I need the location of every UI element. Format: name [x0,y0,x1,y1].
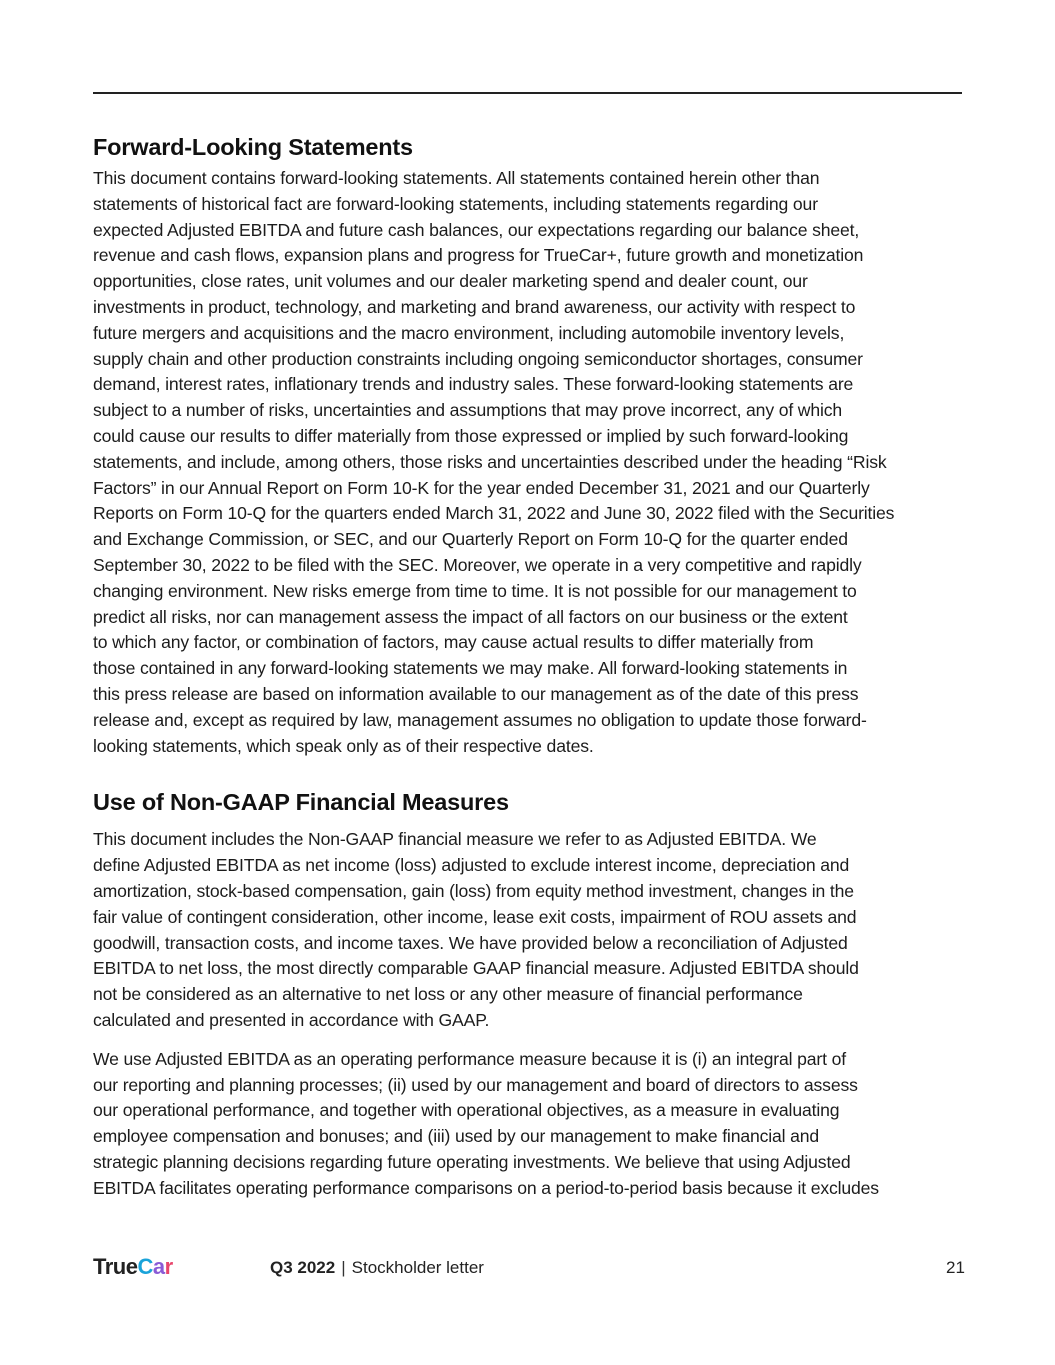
text-line: calculated and presented in accordance with GAAP. [93,1009,490,1030]
logo-letter-c: C [137,1254,153,1279]
text-line: define Adjusted EBITDA as net income (loss) adjusted to exclude interest income, depreciation and [93,855,850,876]
separator: | [341,1258,346,1277]
document-name: Stockholder letter [351,1258,484,1277]
text-line: strategic planning decisions regarding future operating investments. We believe that using Adjusted [93,1151,851,1172]
paragraph-forward-looking [93,166,973,759]
text-line: to which any factor, or combination of factors, may cause actual results to differ materially from [93,632,814,653]
text-line: EBITDA to net loss, the most directly comparable GAAP financial measure. Adjusted EBITDA should [93,958,859,979]
text-line: this press release are based on information available to our management as of the date of this press [93,683,859,704]
text-line: goodwill, transaction costs, and income taxes. We have provided below a reconciliation of Adjusted [93,932,848,953]
text-line: This document includes the Non-GAAP financial measure we refer to as Adjusted EBITDA. We [93,829,817,850]
text-line: We use Adjusted EBITDA as an operating performance measure because it is (i) an integral part of [93,1048,846,1069]
logo-text-true: True [93,1254,138,1279]
text-line: release and, except as required by law, management assumes no obligation to update those forward- [93,709,867,730]
text-line: statements of historical fact are forward-looking statements, including statements regarding our [93,193,818,214]
text-line: employee compensation and bonuses; and (iii) used by our management to make financial and [93,1126,820,1147]
page-footer [0,1252,1055,1286]
text-line: future mergers and acquisitions and the macro environment, including automobile inventory levels, [93,322,845,343]
text-line: expected Adjusted EBITDA and future cash balances, our expectations regarding our balance sheet, [93,219,860,240]
quarter-label: Q3 2022 [270,1258,336,1277]
text-line: demand, interest rates, inflationary trends and industry sales. These forward-looking statements are [93,374,854,395]
text-line: subject to a number of risks, uncertainties and assumptions that may prove incorrect, any of which [93,400,843,421]
page-number: 21 [946,1258,965,1277]
text-line: statements, and include, among others, those risks and uncertainties described under the heading “Risk [93,451,887,472]
document-label [270,1258,484,1278]
text-line: predict all risks, nor can management assess the impact of all factors on our business or the extent [93,606,848,627]
text-line: our reporting and planning processes; (ii) used by our management and board of directors to assess [93,1074,858,1095]
section-heading-non-gaap: Use of Non-GAAP Financial Measures [93,789,509,816]
logo-letter-a: a [152,1254,165,1279]
text-line: opportunities, close rates, unit volumes and our dealer marketing spend and dealer count, our [93,271,808,292]
text-line: and Exchange Commission, or SEC, and our Quarterly Report on Form 10-Q for the quarter ended [93,529,848,550]
text-line: supply chain and other production constraints including ongoing semiconductor shortages, consumer [93,348,863,369]
text-line: could cause our results to differ materially from those expressed or implied by such forward-looking [93,425,849,446]
section-heading-forward-looking: Forward-Looking Statements [93,134,413,160]
text-line: September 30, 2022 to be filed with the SEC. Moreover, we operate in a very competitive and rapidly [93,554,862,575]
text-line: amortization, stock-based compensation, gain (loss) from equity method investment, changes in the [93,880,854,901]
text-line: investments in product, technology, and marketing and brand awareness, our activity with respect to [93,296,856,317]
paragraph-non-gaap-definition [93,827,973,1033]
text-line: EBITDA facilitates operating performance comparisons on a period-to-period basis because it excludes [93,1177,879,1198]
document-body [93,126,973,1201]
text-line: Factors” in our Annual Report on Form 10-K for the year ended December 31, 2021 and our Quarterly [93,477,870,498]
text-line: changing environment. New risks emerge from time to time. It is not possible for our management to [93,580,857,601]
paragraph-non-gaap-usage [93,1047,973,1202]
logo-letter-r: r [164,1254,173,1279]
top-divider [93,92,962,94]
text-line: This document contains forward-looking statements. All statements contained herein other than [93,168,820,188]
text-line: revenue and cash flows, expansion plans and progress for TrueCar+, future growth and monetization [93,245,864,266]
text-line: those contained in any forward-looking statements we may make. All forward-looking statements in [93,658,848,679]
text-line: looking statements, which speak only as of their respective dates. [93,735,594,756]
text-line: not be considered as an alternative to net loss or any other measure of financial performance [93,984,803,1005]
truecar-logo [93,1254,173,1280]
text-line: Reports on Form 10-Q for the quarters ended March 31, 2022 and June 30, 2022 filed with the Securities [93,503,895,524]
text-line: fair value of contingent consideration, other income, lease exit costs, impairment of ROU assets and [93,906,857,927]
text-line: our operational performance, and together with operational objectives, as a measure in evaluating [93,1100,840,1121]
